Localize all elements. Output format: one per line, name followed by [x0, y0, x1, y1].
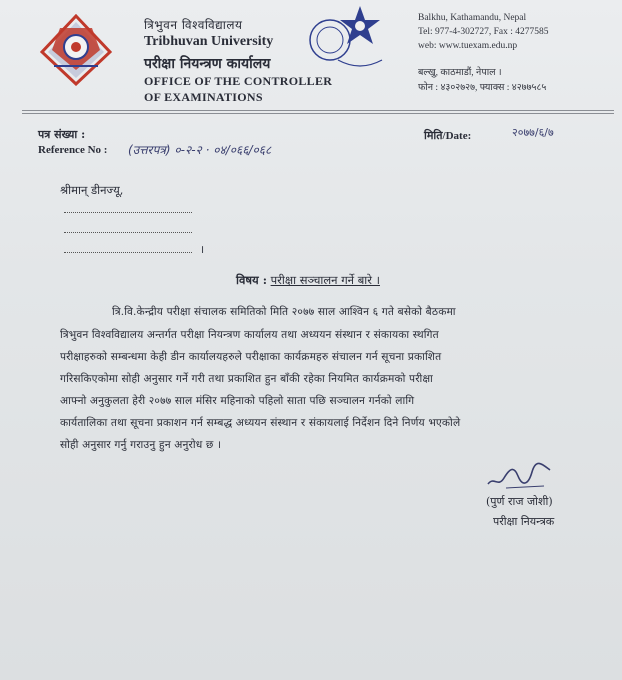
salutation: श्रीमान् डीनज्यू, — [60, 183, 124, 197]
address-line-3 — [64, 252, 192, 253]
body-line: सोही अनुसार गर्नु गराउनु हुन अनुरोध छ । — [60, 439, 222, 451]
office-name-en-line2: OF EXAMINATIONS — [144, 90, 263, 104]
body-line: त्रिभुवन विश्वविद्यालय अन्तर्गत परीक्षा नियन्त्रण कार्यालय तथा अध्ययन संस्थान र संकायका स्थगित — [60, 329, 439, 341]
body-line: आफ्नो अनुकुलता हेरी २०७७ साल मंसिर महिनाको पहिलो साता पछि सञ्चालन गर्नको लागि — [60, 395, 415, 407]
reference-number: (उत्तरपत्र) ०-२-२ · ०४/०६६/०६८ — [128, 143, 272, 157]
address-end-mark: । — [200, 243, 205, 256]
body-line: कार्यतालिका तथा सूचना प्रकाशन गर्न सम्बद्ध अध्ययन संस्थान र संकायलाई निर्देशन दिने निर्णय भएकोले — [60, 417, 461, 429]
subject-text: परीक्षा सञ्चालन गर्ने बारे । — [270, 273, 380, 287]
address-np: बल्खु, काठमाडौं, नेपाल । — [418, 68, 502, 78]
address-line-2 — [64, 232, 192, 233]
office-seal-icon — [308, 2, 390, 76]
patra-sankhya-label: पत्र संख्या : — [38, 128, 86, 141]
university-name-np: त्रिभुवन विश्वविद्यालय — [144, 18, 243, 32]
handwritten-signature — [484, 458, 554, 492]
date-label: मिति/Date: — [424, 130, 472, 142]
university-name-en: Tribhuvan University — [144, 34, 274, 49]
header-divider-secondary — [22, 113, 614, 114]
date-value: २०७७/६/७ — [512, 126, 554, 139]
website: web: www.tuexam.edu.np — [418, 41, 518, 51]
subject-line — [236, 273, 380, 288]
body-line: गरिसकिएकोमा सोही अनुसार गर्ने गरी तथा प्रकाशित हुन बाँकी रहेका नियमित कार्यक्रमको परीक्षा — [60, 373, 433, 385]
signer-title: परीक्षा नियन्त्रक — [493, 515, 555, 528]
tu-emblem-icon — [40, 14, 112, 86]
body-line: त्रि.वि.केन्द्रीय परीक्षा संचालक समितिको मिति २०७७ साल आश्विन ६ गते बसेको बैठकमा — [112, 306, 456, 318]
body-line: परीक्षाहरुको सम्बन्धमा केही डीन कार्यालयहरुले परीक्षाका कार्यक्रमहरु संचालन गर्न सूचना प्रकाशित — [60, 351, 442, 363]
signer-name: (पुर्ण राज जोशी) — [486, 495, 553, 508]
office-name-en-line1: OFFICE OF THE CONTROLLER — [144, 74, 333, 88]
subject-label: विषय : — [236, 273, 267, 287]
phone-fax-np: फोन : ४३०२७२७, फ्याक्स : ४२७७५८५ — [418, 83, 547, 93]
address-line-1 — [64, 212, 192, 213]
tel-fax: Tel: 977-4-302727, Fax : 4277585 — [418, 27, 549, 37]
header-divider — [22, 110, 614, 111]
office-name-np: परीक्षा नियन्त्रण कार्यालय — [144, 56, 271, 72]
reference-label: Reference No : — [38, 144, 108, 156]
address-en: Balkhu, Kathamandu, Nepal — [418, 13, 527, 23]
